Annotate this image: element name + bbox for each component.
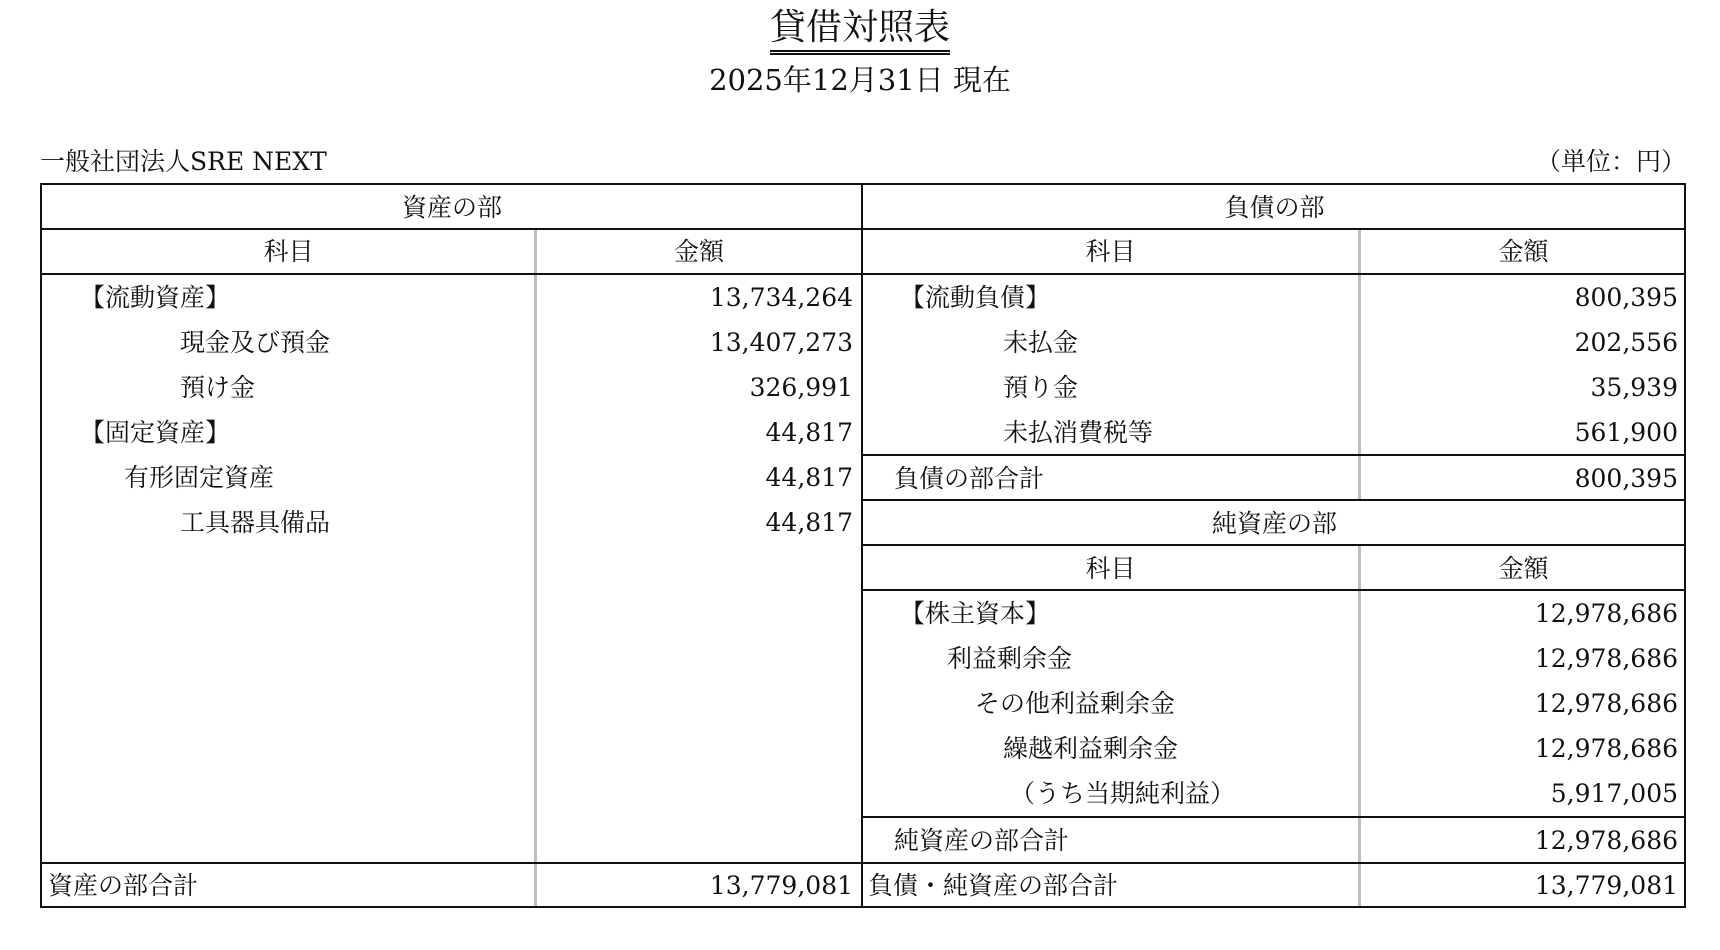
- net-asset-row-label: その他利益剰余金: [975, 689, 1176, 718]
- as-of-date: 2025年12月31日 現在: [709, 63, 1011, 97]
- liability-row-label: 預り金: [1003, 373, 1079, 402]
- asset-row-label: 預け金: [180, 373, 256, 402]
- assets-total-amount: 13,779,081: [709, 871, 853, 900]
- net-assets-col-amount: 金額: [1498, 554, 1549, 583]
- liabilities-total-amount: 800,395: [1574, 464, 1678, 493]
- net-assets-total-label: 純資産の部合計: [894, 826, 1070, 855]
- liability-row-amount: 202,556: [1574, 328, 1678, 357]
- grand-total-label: 負債・純資産の部合計: [868, 871, 1119, 900]
- net-asset-row-label: 【株主資本】: [900, 599, 1051, 628]
- asset-row-label: 【固定資産】: [80, 418, 231, 447]
- assets-col-subject: 科目: [263, 237, 314, 266]
- asset-row-amount: 44,817: [765, 418, 853, 447]
- asset-row-label: 有形固定資産: [124, 463, 275, 492]
- net-asset-row-amount: 5,917,005: [1550, 779, 1678, 808]
- net-asset-row-label: （うち当期純利益）: [1010, 779, 1236, 808]
- asset-row-amount: 13,407,273: [709, 328, 853, 357]
- liabilities-section-title: 負債の部: [1224, 193, 1325, 222]
- balance-sheet-table: [40, 183, 1686, 908]
- document-title-wrap: [0, 6, 1720, 55]
- liability-row-label: 未払金: [1003, 328, 1079, 357]
- liability-row-label: 未払消費税等: [1003, 418, 1154, 447]
- liabilities-col-subject: 科目: [1085, 237, 1136, 266]
- grand-total-amount: 13,779,081: [1534, 871, 1678, 900]
- liability-row-amount: 561,900: [1574, 418, 1678, 447]
- asset-row-label: 【流動資産】: [80, 283, 231, 312]
- liabilities-total-label: 負債の部合計: [894, 464, 1045, 493]
- net-asset-row-amount: 12,978,686: [1534, 644, 1678, 673]
- net-assets-section-title: 純資産の部: [1211, 509, 1337, 538]
- net-asset-row-label: 利益剰余金: [947, 644, 1073, 673]
- asset-row-amount: 326,991: [749, 373, 853, 402]
- currency-unit: （単位：円）: [1535, 147, 1686, 176]
- liability-row-label: 【流動負債】: [900, 283, 1051, 312]
- net-assets-col-subject: 科目: [1085, 554, 1136, 583]
- net-asset-row-amount: 12,978,686: [1534, 734, 1678, 763]
- asset-row-label: 工具器具備品: [180, 508, 331, 537]
- liability-row-amount: 800,395: [1574, 283, 1678, 312]
- asset-row-amount: 44,817: [765, 508, 853, 537]
- asset-row-label: 現金及び預金: [180, 328, 331, 357]
- net-asset-row-amount: 12,978,686: [1534, 599, 1678, 628]
- assets-col-amount: 金額: [673, 237, 724, 266]
- document-title: 貸借対照表: [770, 6, 950, 55]
- asset-row-amount: 44,817: [765, 463, 853, 492]
- organization-name: 一般社団法人SRE NEXT: [40, 147, 327, 176]
- net-asset-row-amount: 12,978,686: [1534, 689, 1678, 718]
- asset-row-amount: 13,734,264: [709, 283, 853, 312]
- liabilities-col-amount: 金額: [1498, 237, 1549, 266]
- assets-section-title: 資産の部: [401, 193, 502, 222]
- liability-row-amount: 35,939: [1590, 373, 1678, 402]
- net-asset-row-label: 繰越利益剰余金: [1003, 734, 1179, 763]
- assets-total-label: 資産の部合計: [48, 871, 199, 900]
- net-assets-total-amount: 12,978,686: [1534, 826, 1678, 855]
